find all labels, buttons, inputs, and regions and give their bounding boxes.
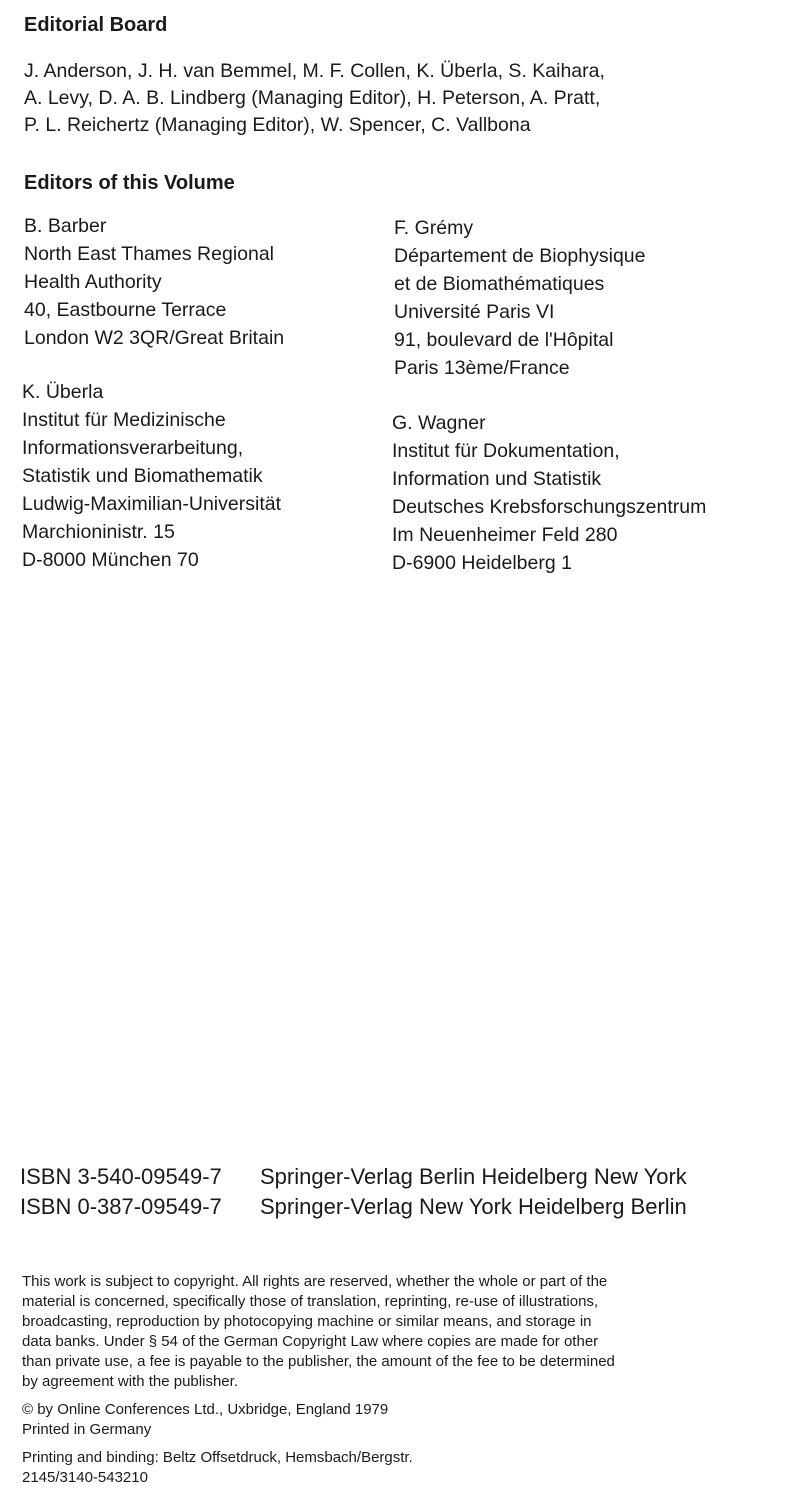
volume-editors-heading: Editors of this Volume (24, 172, 235, 194)
editor-name: B. Barber (24, 215, 107, 237)
editorial-board-members (24, 58, 784, 139)
address-line: 40, Eastbourne Terrace (24, 299, 227, 321)
printed-in-line: Printed in Germany (22, 1421, 152, 1438)
isbn-number: ISBN 3-540-09549-7 (20, 1164, 222, 1189)
editor-address-uberla (22, 378, 281, 574)
editorial-board-heading: Editorial Board (24, 14, 168, 36)
address-line: London W2 3QR/Great Britain (24, 327, 285, 349)
isbn-block (20, 1162, 687, 1222)
notice-line: material is concerned, specifically those of translation, reprinting, re-use of illustrations, (22, 1293, 599, 1310)
copyright-holder (22, 1400, 388, 1440)
notice-line: broadcasting, reproduction by photocopying machine or similar means, and storage in (22, 1313, 592, 1330)
address-line: Paris 13ème/France (394, 357, 570, 379)
notice-line: than private use, a fee is payable to the publisher, the amount of the fee to be determined (22, 1353, 615, 1370)
notice-line: This work is subject to copyright. All rights are reserved, whether the whole or part of the (22, 1273, 608, 1290)
isbn-publisher: Springer-Verlag New York Heidelberg Berlin (260, 1194, 687, 1219)
board-line: A. Levy, D. A. B. Lindberg (Managing Editor), H. Peterson, A. Pratt, (24, 87, 601, 109)
notice-line: by agreement with the publisher. (22, 1373, 238, 1390)
copyright-notice (22, 1272, 615, 1392)
isbn-line (20, 1192, 687, 1222)
isbn-line (20, 1162, 687, 1192)
address-line: Ludwig-Maximilian-Universität (22, 493, 281, 515)
copyright-line: © by Online Conferences Ltd., Uxbridge, England 1979 (22, 1401, 389, 1418)
address-line: D-6900 Heidelberg 1 (392, 552, 572, 574)
print-code: 2145/3140-543210 (22, 1469, 148, 1486)
editor-name: G. Wagner (392, 412, 486, 434)
notice-line: data banks. Under § 54 of the German Copyright Law where copies are made for other (22, 1333, 599, 1350)
address-line: Statistik und Biomathematik (22, 465, 263, 487)
isbn-publisher: Springer-Verlag Berlin Heidelberg New York (260, 1164, 687, 1189)
editor-address-wagner (392, 409, 706, 577)
address-line: 91, boulevard de l'Hôpital (394, 329, 614, 351)
address-line: et de Biomathématiques (394, 273, 605, 295)
address-line: Information und Statistik (392, 468, 602, 490)
address-line: Informationsverarbeitung, (22, 437, 244, 459)
address-line: Health Authority (24, 271, 162, 293)
editor-name: K. Überla (22, 381, 104, 403)
editor-name: F. Grémy (394, 217, 474, 239)
board-line: P. L. Reichertz (Managing Editor), W. Spencer, C. Vallbona (24, 114, 531, 136)
address-line: North East Thames Regional (24, 243, 275, 265)
address-line: Institut für Medizinische (22, 409, 226, 431)
address-line: Institut für Dokumentation, (392, 440, 620, 462)
address-line: Marchioninistr. 15 (22, 521, 175, 543)
board-line: J. Anderson, J. H. van Bemmel, M. F. Collen, K. Überla, S. Kaihara, (24, 60, 605, 82)
address-line: Im Neuenheimer Feld 280 (392, 524, 618, 546)
address-line: D-8000 München 70 (22, 549, 199, 571)
address-line: Université Paris VI (394, 301, 555, 323)
printer-line: Printing and binding: Beltz Offsetdruck, Hemsbach/Bergstr. (22, 1449, 413, 1466)
address-line: Département de Biophysique (394, 245, 646, 267)
isbn-number: ISBN 0-387-09549-7 (20, 1194, 222, 1219)
address-line: Deutsches Krebsforschungszentrum (392, 496, 707, 518)
editor-address-barber (24, 212, 284, 352)
printing-info (22, 1448, 413, 1488)
editor-address-gremy (394, 214, 646, 382)
